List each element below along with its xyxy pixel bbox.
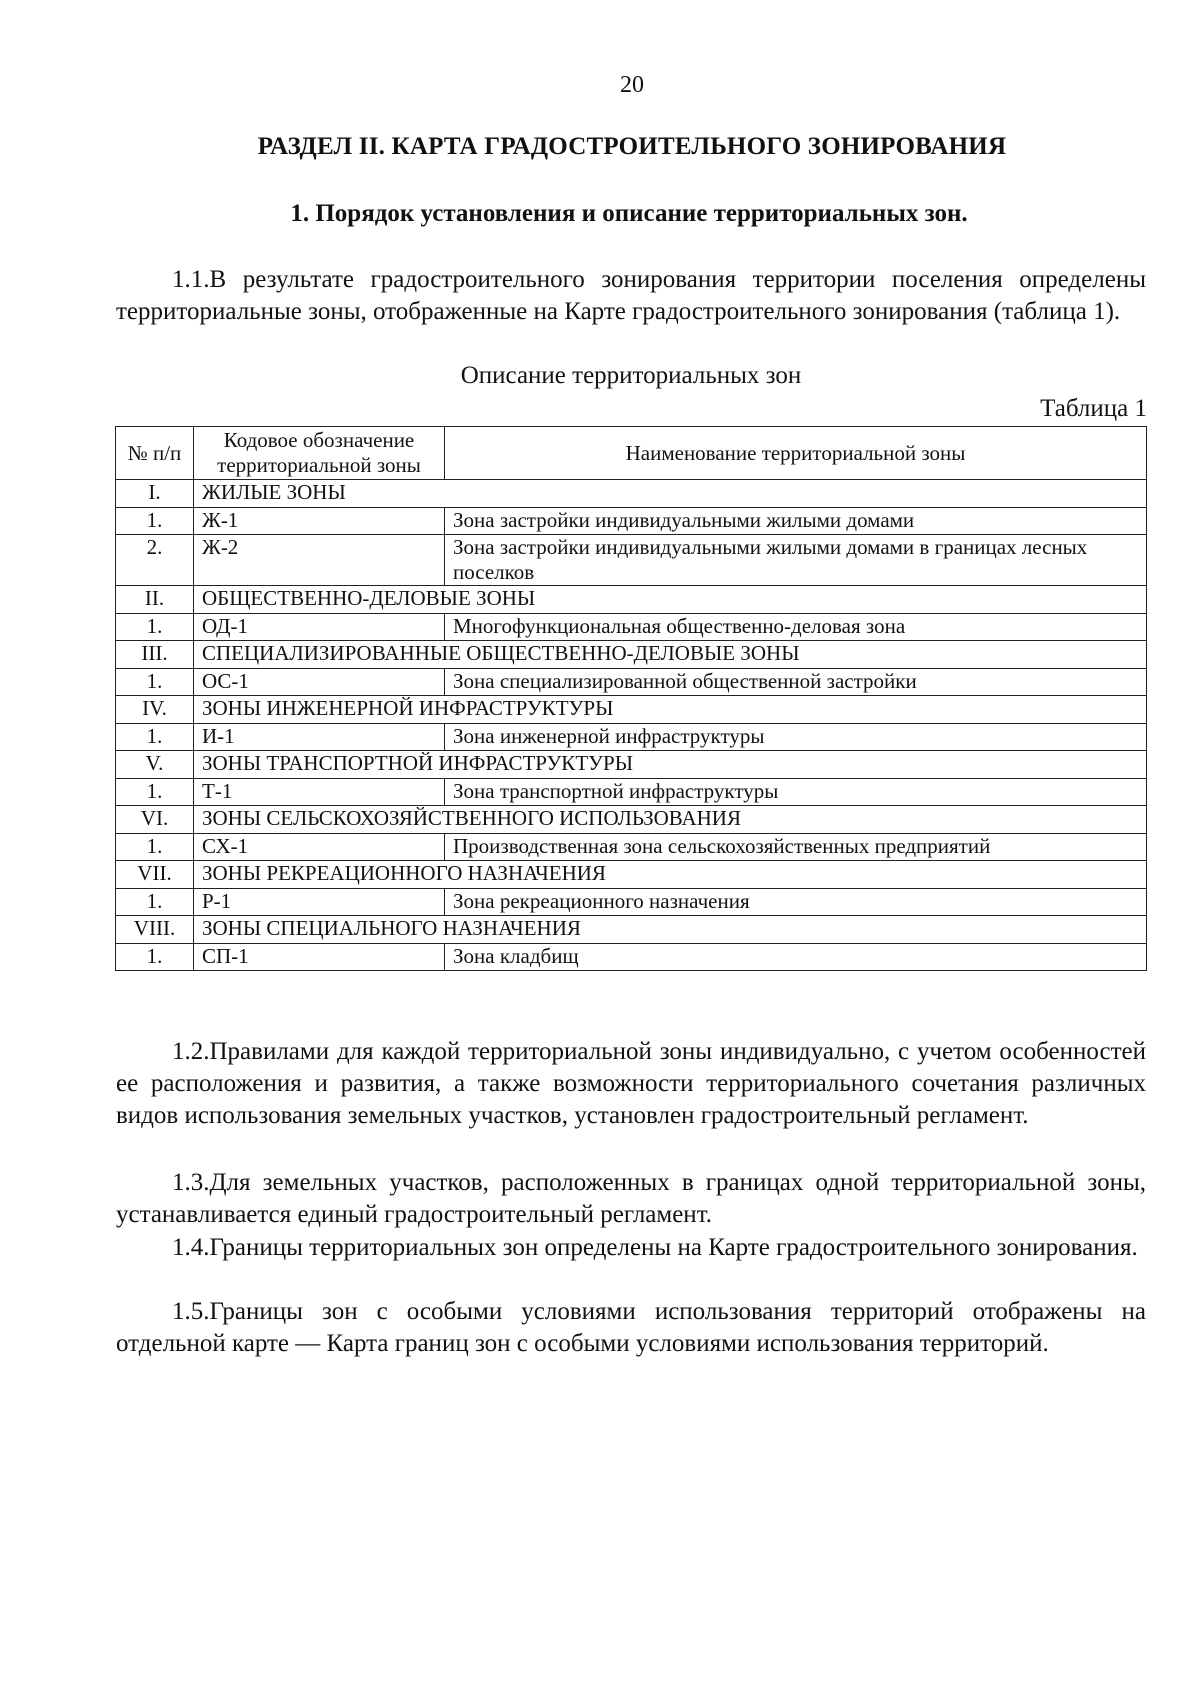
table-group-row [116,861,1147,889]
table-group-row [116,696,1147,724]
zone-name: Зона транспортной инфраструктуры [445,779,1147,806]
zone-code: Ж-1 [194,508,445,535]
zones-table [115,426,1147,971]
group-title: ЖИЛЫЕ ЗОНЫ [194,480,1147,508]
section-title: РАЗДЕЛ II. КАРТА ГРАДОСТРОИТЕЛЬНОГО ЗОНИРОВАНИЯ [257,133,1007,160]
group-number: VII. [116,861,194,889]
group-title: ЗОНЫ ТРАНСПОРТНОЙ ИНФРАСТРУКТУРЫ [194,751,1147,779]
row-number: 1. [116,944,194,971]
group-title: ЗОНЫ СПЕЦИАЛЬНОГО НАЗНАЧЕНИЯ [194,916,1147,944]
table-label: Таблица 1 [1040,395,1147,422]
table-row [116,508,1147,535]
row-number: 1. [116,614,194,641]
paragraph-1: 1.1.В результате градостроительного зонирования территории поселения определены территориальные зоны, отображенные на Карте градостроительного зонирования (таблица 1). [116,266,1146,325]
header-name: Наименование территориальной зоны [445,427,1147,480]
table-caption: Описание территориальных зон [460,362,802,389]
zone-name: Зона специализированной общественной застройки [445,669,1147,696]
zone-code: Ж-2 [194,535,445,586]
table-group-row [116,751,1147,779]
table-row [116,535,1147,586]
row-number: 1. [116,834,194,861]
subsection-title: 1. Порядок установления и описание территориальных зон. [290,200,968,227]
zone-code: СХ-1 [194,834,445,861]
zone-name: Многофункциональная общественно-деловая зона [445,614,1147,641]
table-row [116,779,1147,806]
paragraph-5: 1.5.Границы зон с особыми условиями использования территорий отображены на отдельной карте — Карта границ зон с особыми условиями использования территорий. [116,1298,1146,1357]
table-row [116,614,1147,641]
zone-name: Зона рекреационного назначения [445,889,1147,916]
zone-code: СП-1 [194,944,445,971]
table-group-row [116,806,1147,834]
header-number: № п/п [116,427,194,480]
group-number: I. [116,480,194,508]
zone-code: ОД-1 [194,614,445,641]
zone-code: Р-1 [194,889,445,916]
zone-name: Зона застройки индивидуальными жилыми домами в границах лесных поселков [445,535,1147,586]
group-number: III. [116,641,194,669]
table-header-row [116,427,1147,480]
row-number: 1. [116,779,194,806]
paragraph-2: 1.2.Правилами для каждой территориальной зоны индивидуально, с учетом особенностей ее расположения и развития, а также возможности территориального сочетания различных видов использования земельных участков, установлен градостроительный регламент. [116,1038,1146,1129]
table-row [116,724,1147,751]
row-number: 1. [116,889,194,916]
group-title: ЗОНЫ СЕЛЬСКОХОЗЯЙСТВЕННОГО ИСПОЛЬЗОВАНИЯ [194,806,1147,834]
table-group-row [116,480,1147,508]
row-number: 1. [116,724,194,751]
row-number: 1. [116,669,194,696]
group-number: IV. [116,696,194,724]
group-number: VIII. [116,916,194,944]
header-code: Кодовое обозначение территориальной зоны [194,427,445,480]
zone-name: Зона инженерной инфраструктуры [445,724,1147,751]
table-group-row [116,641,1147,669]
page-number: 20 [620,72,644,98]
zone-name: Зона застройки индивидуальными жилыми домами [445,508,1147,535]
table-row [116,944,1147,971]
group-title: ЗОНЫ ИНЖЕНЕРНОЙ ИНФРАСТРУКТУРЫ [194,696,1147,724]
zone-name: Производственная зона сельскохозяйственных предприятий [445,834,1147,861]
zone-code: Т-1 [194,779,445,806]
table-row [116,889,1147,916]
group-title: ОБЩЕСТВЕННО-ДЕЛОВЫЕ ЗОНЫ [194,586,1147,614]
group-number: VI. [116,806,194,834]
zone-code: И-1 [194,724,445,751]
table-group-row [116,916,1147,944]
table-row [116,834,1147,861]
table-row [116,669,1147,696]
row-number: 2. [116,535,194,586]
zone-name: Зона кладбищ [445,944,1147,971]
table-group-row [116,586,1147,614]
group-number: II. [116,586,194,614]
group-title: СПЕЦИАЛИЗИРОВАННЫЕ ОБЩЕСТВЕННО-ДЕЛОВЫЕ ЗОНЫ [194,641,1147,669]
row-number: 1. [116,508,194,535]
group-number: V. [116,751,194,779]
group-title: ЗОНЫ РЕКРЕАЦИОННОГО НАЗНАЧЕНИЯ [194,861,1147,889]
paragraph-4: 1.4.Границы территориальных зон определены на Карте градостроительного зонирования. [172,1234,1138,1261]
paragraph-3: 1.3.Для земельных участков, расположенных в границах одной территориальной зоны, устанавливается единый градостроительный регламент. [116,1169,1146,1228]
zone-code: ОС-1 [194,669,445,696]
